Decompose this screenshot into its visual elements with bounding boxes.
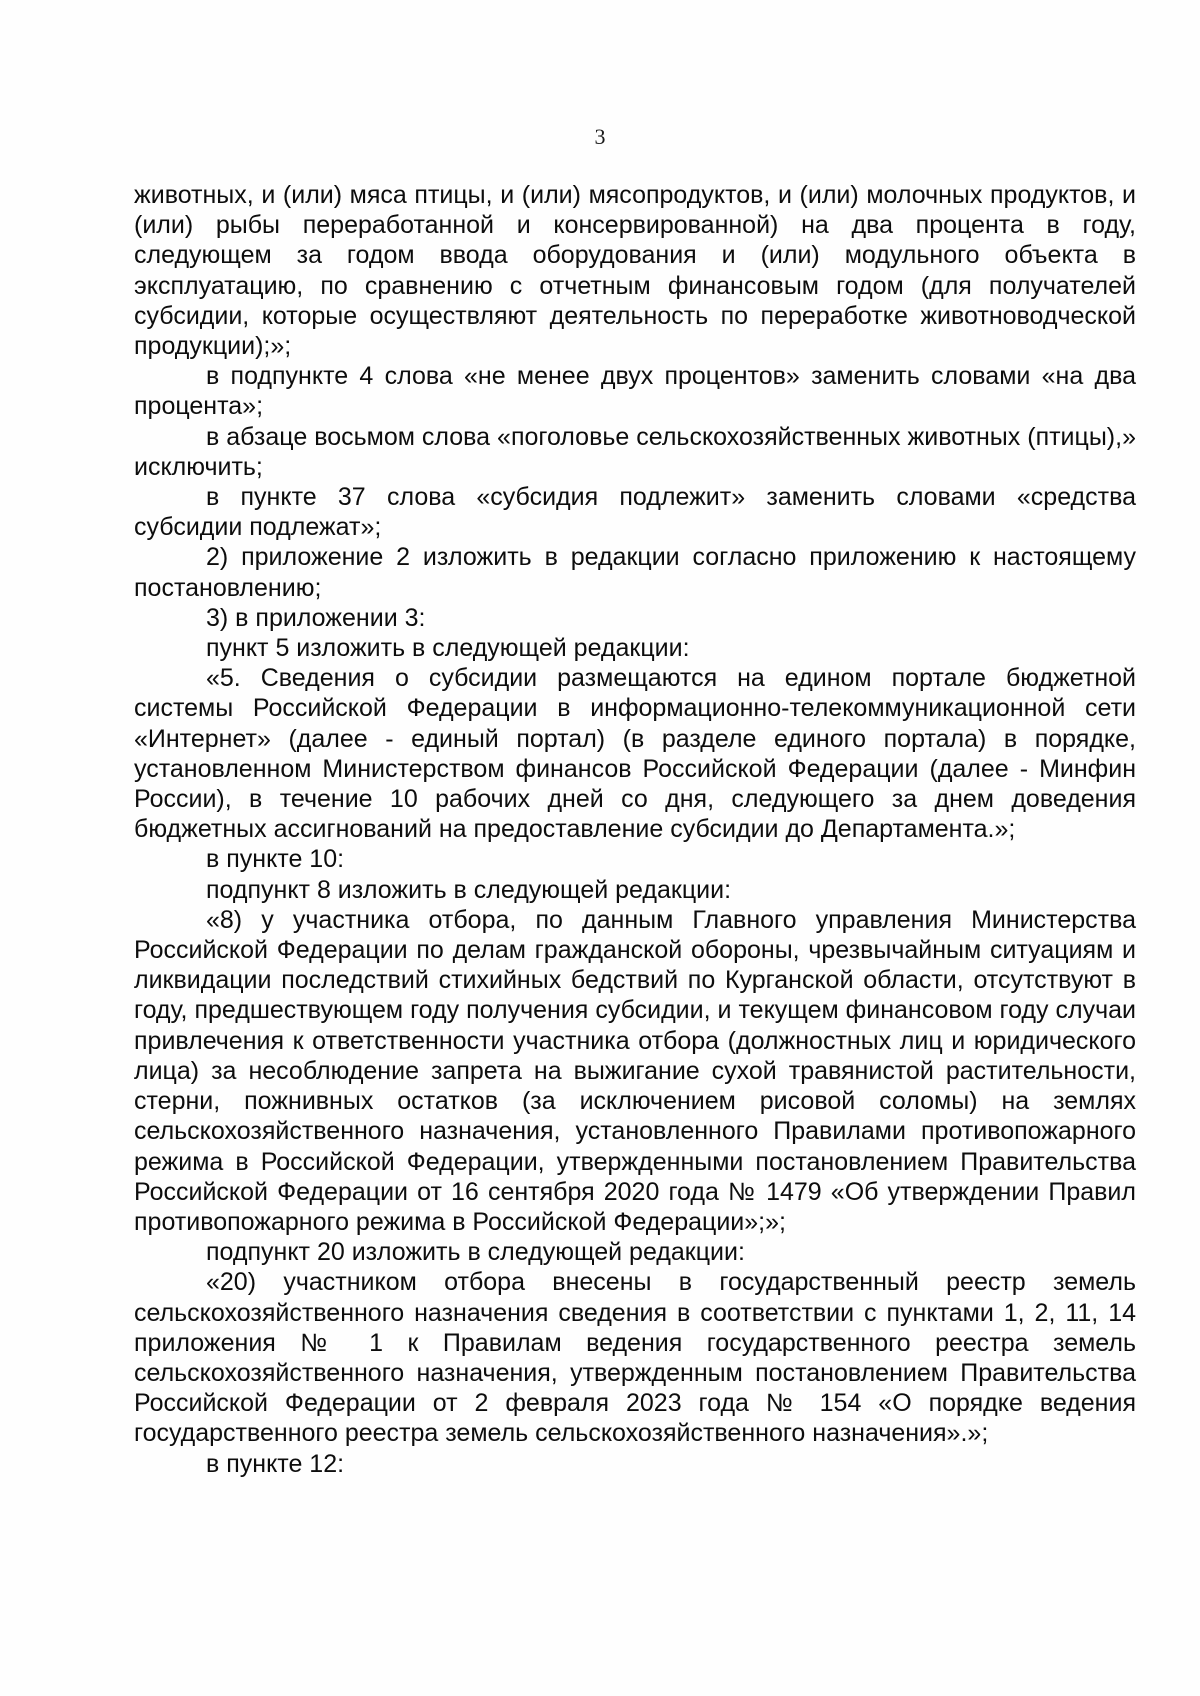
paragraph: в пункте 12: — [206, 1449, 345, 1478]
paragraph: «20) участником отбора внесены в государственный реестр земель сельскохозяйственного назначения сведения в соответствии с пунктами 1, 2, 11, 14 приложения № 1 к Правилам ведения государственного реестра земель сельскохозяйственного назначения, утвержденным постановлением Правительства Российской Федерации от 2 февраля 2023 года № 154 «О порядке ведения государственного реестра земель сельскохозяйственного назначения».»; — [134, 1268, 1136, 1448]
paragraph: «8) у участника отбора, по данным Главного управления Министерства Российской Федерации по делам гражданской обороны, чрезвычайным ситуациям и ликвидации последствий стихийных бедствий по Курганской области, отсутствуют в году, предшествующем году получения субсидии, и текущем финансовом году случаи привлечения к ответственности участника отбора (должностных лиц и юридического лица) за несоблюдение запрета на выжигание сухой травянистой растительности, стерни, пожнивных остатков (за исключением рисовой соломы) на землях сельскохозяйственного назначения, установленного Правилами противопожарного режима в Российской Федерации, утвержденными постановлением Правительства Российской Федерации от 16 сентября 2020 года № 1479 «Об утверждении Правил противопожарного режима в Российской Федерации»;»; — [134, 905, 1136, 1236]
page-number: 3 — [594, 124, 606, 149]
document-body — [134, 180, 1136, 1479]
paragraph: 2) приложение 2 изложить в редакции согласно приложению к настоящему постановлению; — [134, 543, 1136, 602]
paragraph: в пункте 37 слова «субсидия подлежит» заменить словами «средства субсидии подлежат»; — [134, 483, 1136, 542]
paragraph: подпункт 20 изложить в следующей редакции: — [206, 1238, 745, 1267]
paragraph: 3) в приложении 3: — [206, 603, 426, 632]
paragraph: животных, и (или) мяса птицы, и (или) мясопродуктов, и (или) молочных продуктов, и (или) рыбы переработанной и консервированной) на два процента в году, следующем за годом ввода оборудования и (или) модульного объекта в эксплуатацию, по сравнению с отчетным финансовым годом (для получателей субсидии, которые осуществляют деятельность по переработке животноводческой продукции);»; — [134, 181, 1136, 361]
paragraph: в пункте 10: — [206, 845, 345, 874]
paragraph: пункт 5 изложить в следующей редакции: — [206, 634, 690, 663]
paragraph: подпункт 8 изложить в следующей редакции: — [206, 875, 732, 904]
paragraph: «5. Сведения о субсидии размещаются на едином портале бюджетной системы Российской Федерации в информационно-телекоммуникационной сети «Интернет» (далее - единый портал) (в разделе единого портала) в порядке, установленном Министерством финансов Российской Федерации (далее - Минфин России), в течение 10 рабочих дней со дня, следующего за днем доведения бюджетных ассигнований на предоставление субсидии до Департамента.»; — [134, 664, 1136, 844]
paragraph: в подпункте 4 слова «не менее двух процентов» заменить словами «на два процента»; — [134, 362, 1136, 421]
paragraph: в абзаце восьмом слова «поголовье сельскохозяйственных животных (птицы),» исключить; — [134, 422, 1136, 481]
